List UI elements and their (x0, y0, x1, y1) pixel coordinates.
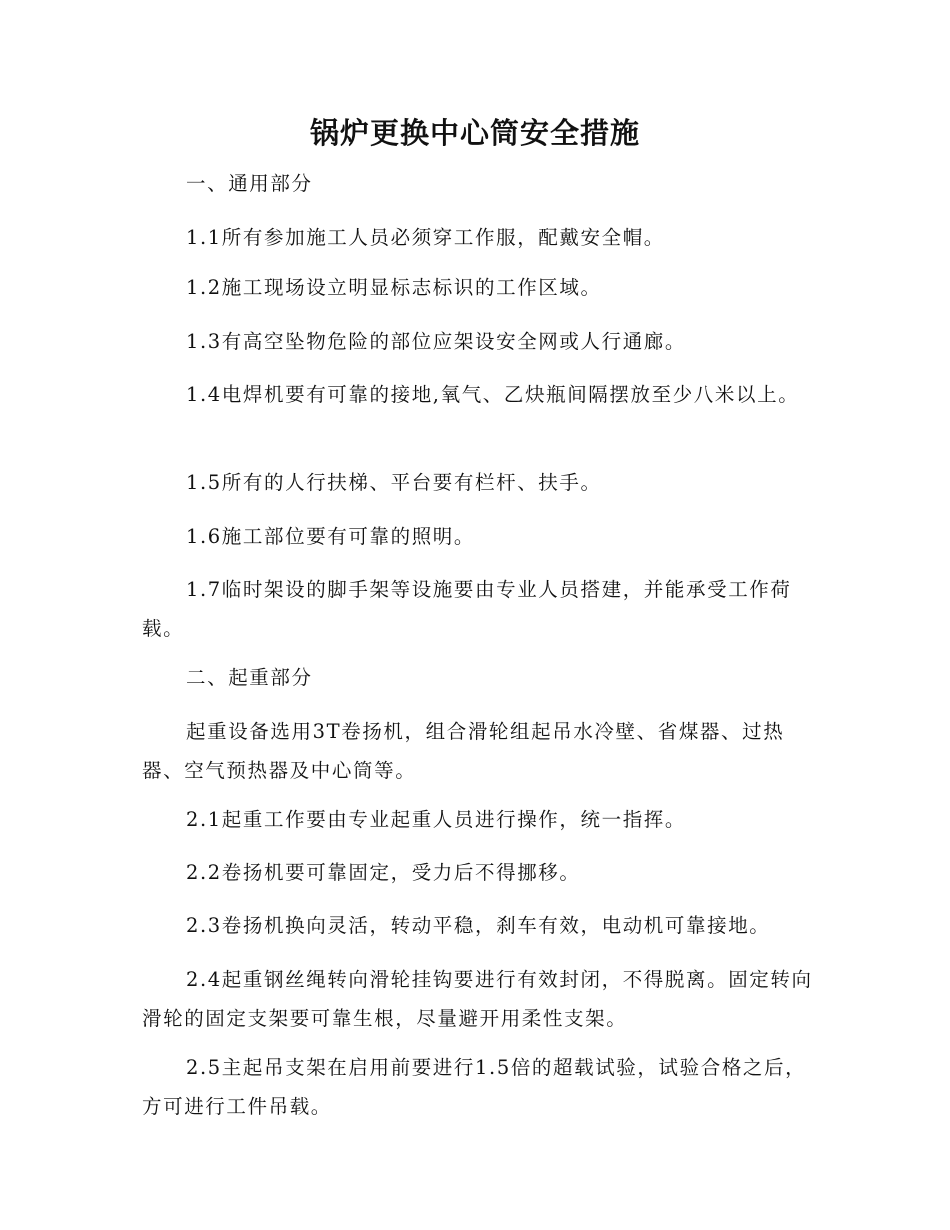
paragraph-1-4: 1.4电焊机要有可靠的接地,氧气、乙炔瓶间隔摆放至少八米以上。 (186, 383, 800, 406)
document-title: 锅炉更换中心筒安全措施 (309, 116, 640, 150)
paragraph-1-6: 1.6施工部位要有可靠的照明。 (186, 525, 476, 548)
paragraph-2-1: 2.1起重工作要由专业起重人员进行操作，统一指挥。 (186, 808, 687, 831)
paragraph-1-7: 1.7临时架设的脚手架等设施要由专业人员搭建，并能承受工作荷载。 (142, 578, 792, 640)
paragraph-1-2: 1.2施工现场设立明显标志标识的工作区域。 (186, 276, 602, 299)
paragraph-2-3: 2.3卷扬机换向灵活，转动平稳，刹车有效，电动机可靠接地。 (186, 914, 771, 937)
section-heading-lifting: 二、起重部分 (186, 666, 313, 689)
paragraph-2-4: 2.4起重钢丝绳转向滑轮挂钩要进行有效封闭，不得脱离。固定转向滑轮的固定支架要可靠生根，尽量避开用柔性支架。 (142, 968, 813, 1030)
paragraph-2-2: 2.2卷扬机要可靠固定，受力后不得挪移。 (186, 861, 581, 884)
paragraph-1-5: 1.5所有的人行扶梯、平台要有栏杆、扶手。 (186, 471, 602, 494)
section-heading-general: 一、通用部分 (186, 172, 313, 195)
paragraph-1-3: 1.3有高空坠物危险的部位应架设安全网或人行通廊。 (186, 330, 687, 353)
paragraph-2-5: 2.5主起吊支架在启用前要进行1.5倍的超载试验，试验合格之后，方可进行工件吊载。 (142, 1056, 807, 1118)
paragraph-1-1: 1.1所有参加施工人员必须穿工作服，配戴安全帽。 (186, 226, 665, 249)
paragraph-lifting-intro: 起重设备选用3T卷扬机，组合滑轮组起吊水冷壁、省煤器、过热器、空气预热器及中心筒等。 (142, 720, 785, 782)
